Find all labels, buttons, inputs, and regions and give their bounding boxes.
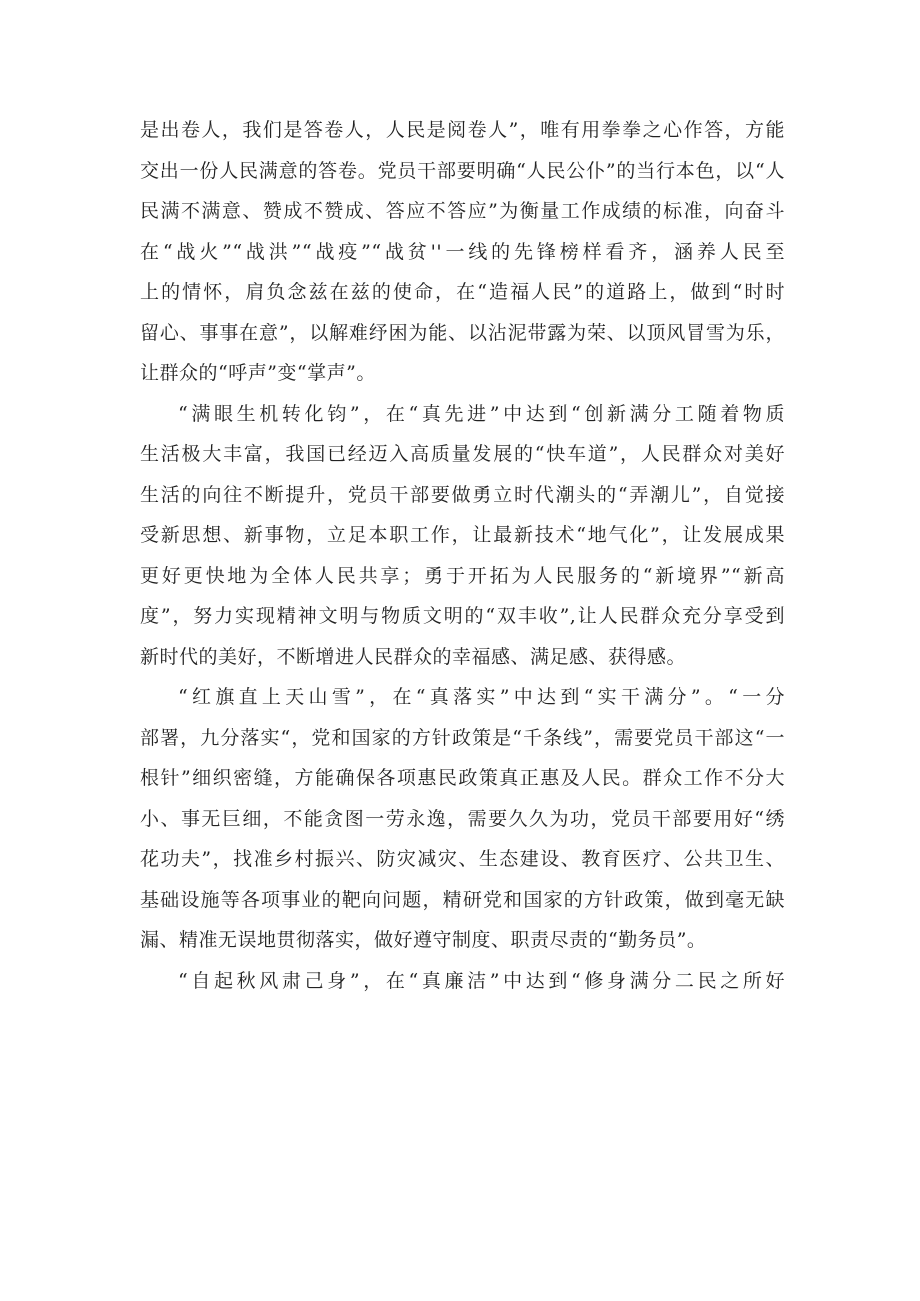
text-line: 新时代的美好，不断增进人民群众的幸福感、满足感、获得感。 xyxy=(140,645,687,668)
text-line: 民满不满意、赞成不赞成、答应不答应”为衡量工作成绩的标准，向奋斗 xyxy=(140,200,785,222)
text-line: 交出一份人民满意的答卷。党员干部要明确“人民公仆”的当行本色，以“人 xyxy=(140,159,785,182)
text-line: 生活极大丰富，我国已经迈入高质量发展的“快车道”，人民群众对美好 xyxy=(140,443,785,465)
text-line: 上的情怀，肩负念兹在兹的使命，在“造福人民”的道路上，做到“时时 xyxy=(140,281,785,303)
text-line: 基础设施等各项事业的靶向问题，精研党和国家的方针政策，做到毫无缺 xyxy=(140,888,785,911)
text-line: 部署，九分落实“，党和国家的方针政策是“千条线”，需要党员干部这“一 xyxy=(140,726,785,749)
text-line: 留心、事事在意”，以解难纾困为能、以沾泥带露为荣、以顶风冒雪为乐， xyxy=(140,321,785,344)
paragraph-4 xyxy=(140,961,785,1002)
text-line: 让群众的“呼声”变“掌声”。 xyxy=(140,362,376,384)
paragraph-3 xyxy=(140,677,785,961)
text-line: 度”，努力实现精神文明与物质文明的“双丰收”,让人民群众充分享受到 xyxy=(140,605,785,627)
text-line: 花功夫”，找准乡村振兴、防灾减灾、生态建设、教育医疗、公共卫生、 xyxy=(140,848,785,870)
text-line: “红旗直上天山雪”，在“真落实”中达到“实干满分”。“一分 xyxy=(178,686,785,708)
text-line: 在“战火”“战洪”“战疫”“战贫''一线的先锋榜样看齐，涵养人民至 xyxy=(140,240,785,263)
text-line: “自起秋风肃己身”，在“真廉洁”中达到“修身满分二民之所好 xyxy=(178,969,785,992)
text-line: 更好更快地为全体人民共享；勇于开拓为人民服务的“新境界”“新高 xyxy=(140,564,785,587)
text-line: 根针”细织密缝，方能确保各项惠民政策真正惠及人民。群众工作不分大 xyxy=(140,767,785,789)
text-line: 生活的向往不断提升，党员干部要做勇立时代潮头的“弄潮儿”，自觉接 xyxy=(140,483,785,506)
paragraph-1 xyxy=(140,110,785,394)
document-body xyxy=(140,110,785,1001)
text-line: 是出卷人，我们是答卷人，人民是阅卷人”，唯有用拳拳之心作答，方能 xyxy=(140,119,785,141)
text-line: 漏、精准无误地贯彻落实，做好遵守制度、职责尽责的“勤务员”。 xyxy=(140,929,707,951)
text-line: 受新思想、新事物，立足本职工作，让最新技术“地气化”，让发展成果 xyxy=(140,524,785,546)
text-line: 小、事无巨细，不能贪图一劳永逸，需要久久为功，党员干部要用好“绣 xyxy=(140,807,785,830)
paragraph-2 xyxy=(140,394,785,678)
text-line: “满眼生机转化钧”，在“真先进”中达到“创新满分工随着物质 xyxy=(178,402,785,425)
